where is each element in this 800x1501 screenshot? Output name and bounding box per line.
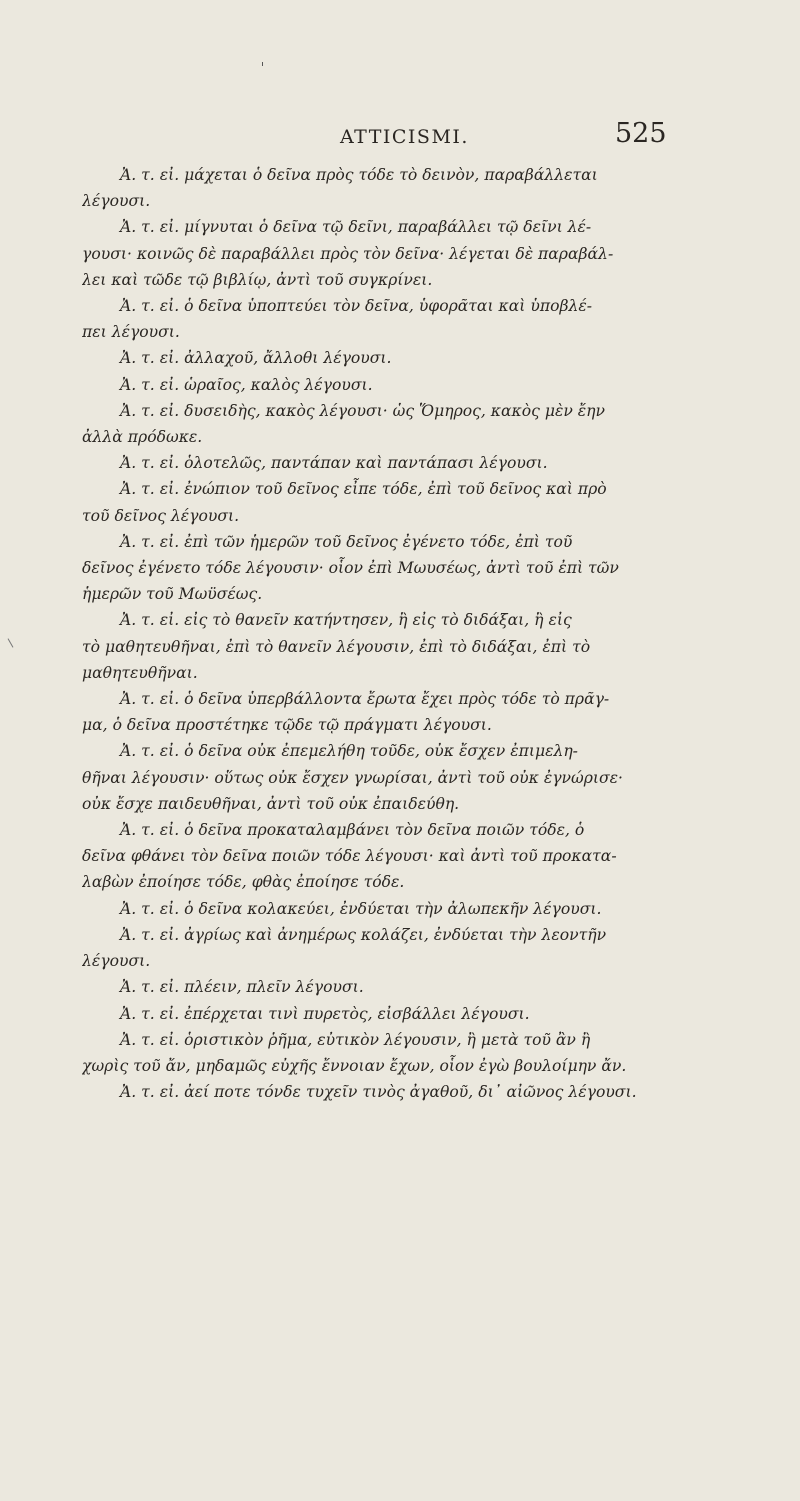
- entry-line: Ἀ. τ. εἰ. ἐπὶ τῶν ἡμερῶν τοῦ δεῖνος ἐγένετο τόδε, ἐπὶ τοῦ: [120, 532, 573, 551]
- dictionary-entry: [82, 162, 716, 214]
- print-mark: [262, 62, 263, 66]
- dictionary-entry: [82, 974, 716, 1000]
- entry-line: θῆναι λέγουσιν· οὕτως οὐκ ἔσχεν γνωρίσαι, ἀντὶ τοῦ οὐκ ἐγνώρισε·: [82, 768, 623, 787]
- dictionary-entry: [82, 345, 716, 371]
- entry-line: Ἀ. τ. εἰ. δυσειδὴς, κακὸς λέγουσι· ὡς Ὅμηρος, κακὸς μὲν ἔην: [120, 401, 605, 420]
- entry-line: τὸ μαθητευθῆναι, ἐπὶ τὸ θανεῖν λέγουσιν, ἐπὶ τὸ διδάξαι, ἐπὶ τὸ: [82, 637, 591, 656]
- entry-line: γουσι· κοινῶς δὲ παραβάλλει πρὸς τὸν δεῖνα· λέγεται δὲ παραβάλ-: [82, 244, 614, 263]
- running-title: ATTICISMI.: [340, 126, 469, 148]
- dictionary-entry: [82, 214, 716, 293]
- dictionary-entry: [82, 686, 716, 738]
- entry-line: πει λέγουσι.: [82, 323, 180, 342]
- entry-line: Ἀ. τ. εἰ. μάχεται ὁ δεῖνα πρὸς τόδε τὸ δεινὸν, παραβάλλεται: [120, 166, 598, 184]
- entry-line: Ἀ. τ. εἰ. εἰς τὸ θανεῖν κατήντησεν, ἢ εἰς τὸ διδάξαι, ἢ εἰς: [120, 611, 572, 630]
- page-number: 525: [615, 118, 667, 149]
- entry-line: λει καὶ τῶδε τῷ βιβλίῳ, ἀντὶ τοῦ συγκρίνει.: [82, 270, 433, 289]
- entry-line: οὐκ ἔσχε παιδευθῆναι, ἀντὶ τοῦ οὐκ ἐπαιδεύθη.: [82, 794, 460, 813]
- page-header: [0, 118, 800, 158]
- entry-line: Ἀ. τ. εἰ. ὁριστικὸν ῥῆμα, εὐτικὸν λέγουσιν, ἢ μετὰ τοῦ ἂν ἢ: [120, 1030, 591, 1049]
- dictionary-entry: [82, 529, 716, 608]
- dictionary-entry: [82, 293, 716, 345]
- entry-line: λαβὼν ἐποίησε τόδε, φθὰς ἐποίησε τόδε.: [82, 873, 405, 892]
- entry-line: Ἀ. τ. εἰ. ὁ δεῖνα ὑπερβάλλοντα ἔρωτα ἔχει πρὸς τόδε τὸ πρᾶγ-: [120, 690, 610, 709]
- entry-line: χωρὶς τοῦ ἄν, μηδαμῶς εὐχῆς ἔννοιαν ἔχων, οἷον ἐγὼ βουλοίμην ἄν.: [82, 1056, 627, 1075]
- dictionary-entry: [82, 450, 716, 476]
- dictionary-entry: [82, 817, 716, 896]
- dictionary-entry: [82, 896, 716, 922]
- entry-line: Ἀ. τ. εἰ. ἀλλαχοῦ, ἄλλοθι λέγουσι.: [120, 349, 392, 368]
- entry-line: μα, ὁ δεῖνα προστέτηκε τῷδε τῷ πράγματι λέγουσι.: [82, 716, 492, 735]
- dictionary-entry: [82, 1001, 716, 1027]
- entry-line: Ἀ. τ. εἰ. ὁλοτελῶς, παντάπαν καὶ παντάπασι λέγουσι.: [120, 454, 548, 473]
- dictionary-entry: [82, 607, 716, 686]
- entry-line: μαθητευθῆναι.: [82, 663, 198, 682]
- margin-mark: [8, 638, 14, 647]
- entry-line: Ἀ. τ. εἰ. ὁ δεῖνα οὐκ ἐπεμελήθη τοῦδε, οὐκ ἔσχεν ἐπιμελη-: [120, 742, 578, 761]
- entry-line: τοῦ δεῖνος λέγουσι.: [82, 506, 240, 525]
- entry-line: Ἀ. τ. εἰ. ὁ δεῖνα κολακεύει, ἐνδύεται τὴν ἀλωπεκῆν λέγουσι.: [120, 899, 602, 918]
- entry-line: Ἀ. τ. εἰ. πλέειν, πλεῖν λέγουσι.: [120, 978, 364, 997]
- entry-line: λέγουσι.: [82, 952, 151, 971]
- dictionary-entry: [82, 398, 716, 450]
- dictionary-entry: [82, 1027, 716, 1079]
- entry-line: Ἀ. τ. εἰ. ἀεί ποτε τόνδε τυχεῖν τινὸς ἀγαθοῦ, δι᾽ αἰῶνος λέγουσι.: [120, 1083, 637, 1102]
- dictionary-entry: [82, 476, 716, 528]
- entry-line: Ἀ. τ. εἰ. ὡραῖος, καλὸς λέγουσι.: [120, 375, 373, 394]
- entry-line: δεῖνα φθάνει τὸν δεῖνα ποιῶν τόδε λέγουσι· καὶ ἀντὶ τοῦ προκατα-: [82, 847, 617, 866]
- entry-line: Ἀ. τ. εἰ. ὁ δεῖνα ὑποπτεύει τὸν δεῖνα, ὑφορᾶται καὶ ὑποβλέ-: [120, 297, 593, 316]
- entry-line: ἀλλὰ πρόδωκε.: [82, 428, 203, 447]
- entry-line: Ἀ. τ. εἰ. ἐπέρχεται τινὶ πυρετὸς, εἰσβάλλει λέγουσι.: [120, 1004, 530, 1023]
- entry-line: ἡμερῶν τοῦ Μωϋσέως.: [82, 585, 263, 604]
- dictionary-entry: [82, 372, 716, 398]
- entry-line: δεῖνος ἐγένετο τόδε λέγουσιν· οἷον ἐπὶ Μωυσέως, ἀντὶ τοῦ ἐπὶ τῶν: [82, 559, 619, 578]
- entry-line: λέγουσι.: [82, 192, 151, 211]
- dictionary-entry: [82, 922, 716, 974]
- entry-line: Ἀ. τ. εἰ. ὁ δεῖνα προκαταλαμβάνει τὸν δεῖνα ποιῶν τόδε, ὁ: [120, 821, 585, 840]
- entry-list: [82, 162, 716, 1105]
- entry-line: Ἀ. τ. εἰ. μίγνυται ὁ δεῖνα τῷ δεῖνι, παραβάλλει τῷ δεῖνι λέ-: [120, 218, 592, 237]
- entry-line: Ἀ. τ. εἰ. ἀγρίως καὶ ἀνημέρως κολάζει, ἐνδύεται τὴν λεοντῆν: [120, 925, 607, 944]
- dictionary-entry: [82, 738, 716, 817]
- entry-line: Ἀ. τ. εἰ. ἐνώπιον τοῦ δεῖνος εἶπε τόδε, ἐπὶ τοῦ δεῖνος καὶ πρὸ: [120, 480, 607, 499]
- dictionary-entry: [82, 1079, 716, 1105]
